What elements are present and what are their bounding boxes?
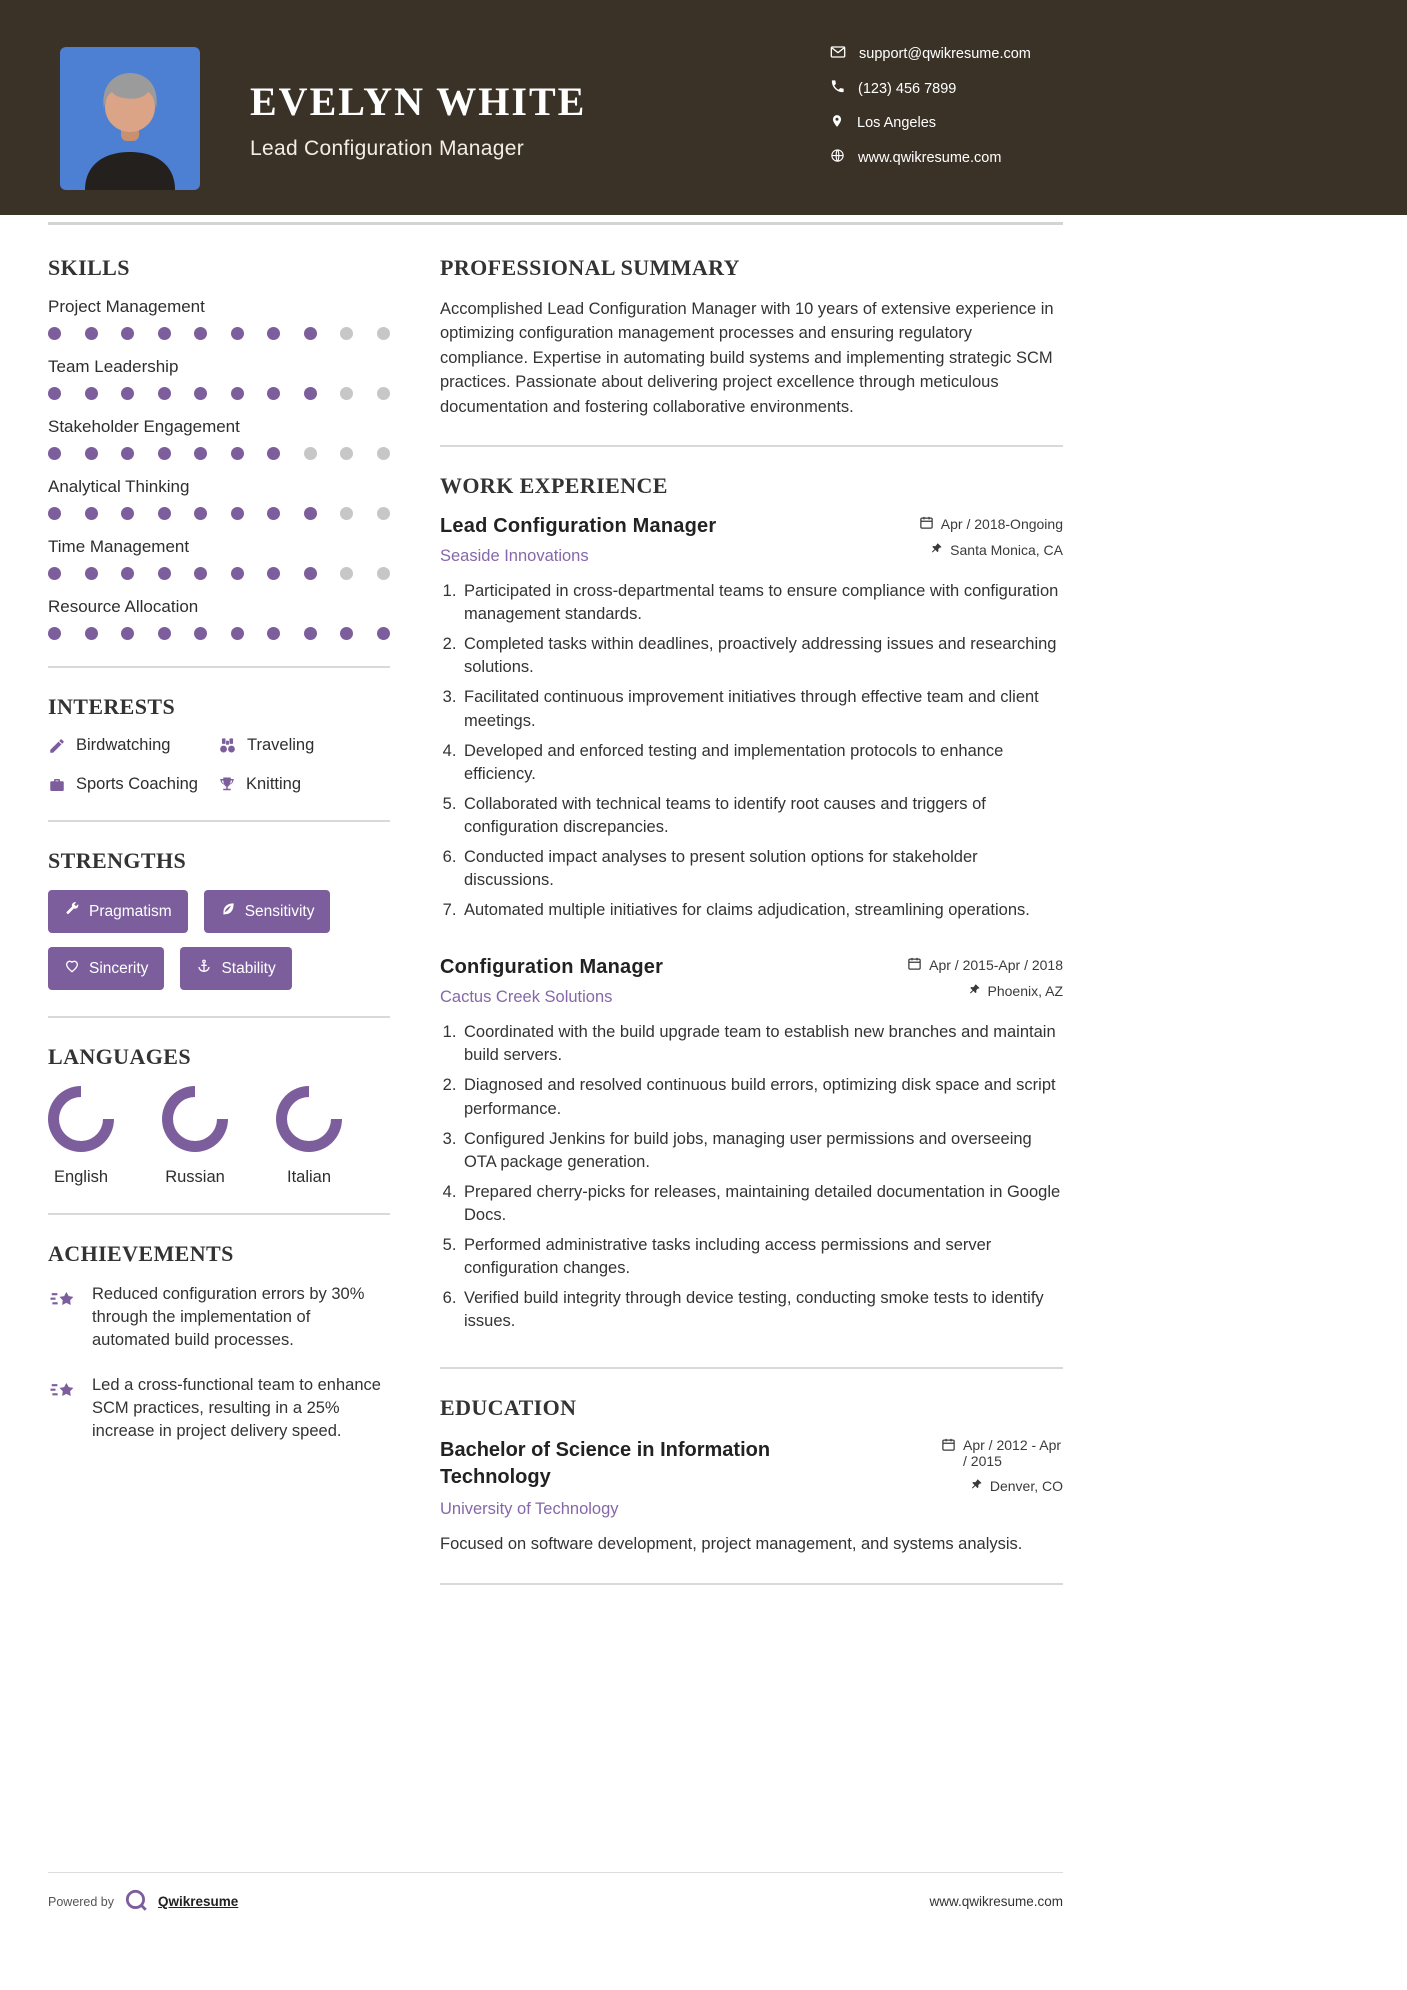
skill-dot bbox=[267, 567, 280, 580]
skill-dot bbox=[340, 387, 353, 400]
skill-dot bbox=[231, 627, 244, 640]
pushpin-icon bbox=[930, 542, 943, 558]
bullet-item: 7. Automated multiple initiatives for claims adjudication, streamlining operations. bbox=[461, 899, 1063, 922]
person-title: Lead Configuration Manager bbox=[250, 137, 524, 160]
skill-dot bbox=[377, 567, 390, 580]
education-school: University of Technology bbox=[440, 1500, 619, 1519]
job-location: Santa Monica, CA bbox=[930, 542, 1063, 558]
contact-block bbox=[830, 44, 1031, 167]
skill-dot bbox=[267, 327, 280, 340]
interest-item: Traveling bbox=[218, 736, 390, 755]
job-entry bbox=[440, 956, 1063, 1333]
job-company: Cactus Creek Solutions bbox=[440, 988, 613, 1007]
contact-email[interactable] bbox=[830, 44, 1031, 64]
bullet-item: 2. Diagnosed and resolved continuous build errors, optimizing disk space and script performance. bbox=[461, 1074, 1063, 1120]
achievement-item: Reduced configuration errors by 30% through the implementation of automated build processes. bbox=[48, 1283, 390, 1352]
skill-dot bbox=[158, 627, 171, 640]
skill-dot bbox=[158, 567, 171, 580]
strength-pill: Sensitivity bbox=[204, 890, 331, 933]
location-icon bbox=[830, 113, 844, 133]
skill-dot bbox=[304, 567, 317, 580]
skill-dot bbox=[231, 567, 244, 580]
skill-dot bbox=[377, 447, 390, 460]
email-icon bbox=[830, 44, 846, 64]
skills-section bbox=[48, 255, 390, 640]
footer bbox=[48, 1872, 1063, 1916]
strength-pill: Pragmatism bbox=[48, 890, 188, 933]
experience-section bbox=[440, 473, 1063, 1333]
skill-dot bbox=[340, 507, 353, 520]
summary-heading: PROFESSIONAL SUMMARY bbox=[440, 255, 740, 280]
skill-dot bbox=[121, 327, 134, 340]
skill-dot bbox=[194, 627, 207, 640]
skill-dot bbox=[48, 327, 61, 340]
skill-dot bbox=[158, 327, 171, 340]
divider bbox=[48, 666, 390, 668]
interest-item: Knitting bbox=[218, 775, 390, 794]
skill-item: Time Management bbox=[48, 537, 390, 580]
pencil-icon bbox=[48, 737, 66, 755]
job-dates: Apr / 2018-Ongoing bbox=[919, 515, 1063, 533]
skill-dot bbox=[194, 507, 207, 520]
skill-dot bbox=[377, 627, 390, 640]
footer-website-link[interactable]: www.qwikresume.com bbox=[929, 1894, 1063, 1909]
right-column bbox=[440, 255, 1063, 1611]
education-dates: Apr / 2012 - Apr / 2015 bbox=[941, 1437, 1063, 1469]
phone-icon bbox=[830, 79, 845, 98]
calendar-icon bbox=[919, 515, 934, 533]
contact-phone-text: (123) 456 7899 bbox=[858, 80, 957, 97]
skill-dot bbox=[121, 447, 134, 460]
avatar bbox=[60, 47, 200, 190]
job-title: Lead Configuration Manager bbox=[440, 515, 717, 538]
contact-phone[interactable] bbox=[830, 79, 1031, 98]
achievement-item: Led a cross-functional team to enhance SCM practices, resulting in a 25% increase in project delivery speed. bbox=[48, 1374, 390, 1443]
bullet-item: 1. Participated in cross-departmental teams to ensure compliance with configuration management standards. bbox=[461, 580, 1063, 626]
skill-dot bbox=[85, 327, 98, 340]
divider bbox=[440, 1367, 1063, 1369]
summary-text: Accomplished Lead Configuration Manager with 10 years of extensive experience in optimizing configuration management processes and ensuring regulatory compliance. Expertise in automating build systems and implementing strategic SCM practices. Passionate about delivering project excellence through meticulous documentation and fostering collaborative environments. bbox=[440, 300, 1054, 416]
skill-dot bbox=[267, 447, 280, 460]
calendar-icon bbox=[941, 1437, 956, 1455]
skill-dot bbox=[48, 627, 61, 640]
education-heading: EDUCATION bbox=[440, 1395, 577, 1421]
skill-dot bbox=[340, 447, 353, 460]
divider bbox=[48, 820, 390, 822]
divider bbox=[440, 445, 1063, 447]
skill-dot bbox=[267, 507, 280, 520]
bullet-item: 3. Configured Jenkins for build jobs, managing user permissions and overseeing OTA package generation. bbox=[461, 1128, 1063, 1174]
job-dates: Apr / 2015-Apr / 2018 bbox=[907, 956, 1063, 974]
leaf-icon bbox=[220, 901, 236, 922]
skill-dot bbox=[158, 507, 171, 520]
job-bullets bbox=[440, 580, 1063, 922]
header-band bbox=[0, 0, 1407, 215]
anchor-icon bbox=[196, 958, 212, 979]
skill-dot bbox=[377, 387, 390, 400]
skill-dot bbox=[121, 387, 134, 400]
contact-location bbox=[830, 113, 1031, 133]
skill-rating bbox=[48, 447, 390, 460]
globe-icon bbox=[830, 148, 845, 167]
skill-dot bbox=[85, 507, 98, 520]
contact-email-text: support@qwikresume.com bbox=[859, 46, 1031, 62]
strength-pill: Sincerity bbox=[48, 947, 164, 990]
education-location: Denver, CO bbox=[970, 1478, 1063, 1494]
skill-rating bbox=[48, 627, 390, 640]
skill-dot bbox=[377, 507, 390, 520]
skill-dot bbox=[304, 327, 317, 340]
contact-location-text: Los Angeles bbox=[857, 115, 937, 131]
skill-dot bbox=[194, 447, 207, 460]
skill-rating bbox=[48, 507, 390, 520]
skill-dot bbox=[304, 387, 317, 400]
skill-dot bbox=[48, 387, 61, 400]
medal-icon bbox=[48, 1283, 78, 1352]
pushpin-icon bbox=[968, 983, 981, 999]
bullet-item: 6. Conducted impact analyses to present solution options for stakeholder discussions. bbox=[461, 846, 1063, 892]
skill-dot bbox=[377, 327, 390, 340]
skill-dot bbox=[194, 327, 207, 340]
strengths-section bbox=[48, 848, 390, 990]
skill-dot bbox=[267, 387, 280, 400]
language-gauge bbox=[48, 1086, 114, 1152]
job-location: Phoenix, AZ bbox=[968, 983, 1064, 999]
skill-dot bbox=[121, 567, 134, 580]
job-bullets bbox=[440, 1021, 1063, 1333]
bullet-item: 6. Verified build integrity through device testing, conducting smoke tests to identify issues. bbox=[461, 1287, 1063, 1333]
interests-heading: INTERESTS bbox=[48, 694, 176, 719]
trophy-icon bbox=[218, 776, 236, 794]
strength-pill: Stability bbox=[180, 947, 291, 990]
interest-item: Birdwatching bbox=[48, 736, 218, 755]
job-company: Seaside Innovations bbox=[440, 547, 589, 566]
language-gauge bbox=[162, 1086, 228, 1152]
bullet-item: 3. Facilitated continuous improvement initiatives through effective team and client meetings. bbox=[461, 686, 1063, 732]
skills-heading: SKILLS bbox=[48, 255, 130, 280]
skill-dot bbox=[85, 567, 98, 580]
language-item: Russian bbox=[162, 1086, 228, 1187]
bullet-item: 5. Collaborated with technical teams to identify root causes and triggers of configuration discrepancies. bbox=[461, 793, 1063, 839]
skill-dot bbox=[85, 447, 98, 460]
skill-dot bbox=[304, 447, 317, 460]
contact-website-text: www.qwikresume.com bbox=[858, 149, 1002, 166]
achievements-heading: ACHIEVEMENTS bbox=[48, 1241, 234, 1266]
strengths-heading: STRENGTHS bbox=[48, 848, 187, 873]
education-description: Focused on software development, project management, and systems analysis. bbox=[440, 1535, 1023, 1554]
skill-dot bbox=[158, 447, 171, 460]
interest-item: Sports Coaching bbox=[48, 775, 218, 794]
languages-section bbox=[48, 1044, 390, 1187]
profile-photo bbox=[60, 47, 200, 190]
job-title: Configuration Manager bbox=[440, 956, 664, 979]
skill-rating bbox=[48, 567, 390, 580]
language-item: English bbox=[48, 1086, 114, 1187]
skill-dot bbox=[85, 387, 98, 400]
skill-dot bbox=[231, 387, 244, 400]
briefcase-icon bbox=[48, 776, 66, 794]
person-name: EVELYN WHITE bbox=[250, 79, 587, 124]
skill-dot bbox=[231, 327, 244, 340]
bullet-item: 4. Developed and enforced testing and implementation protocols to enhance efficiency. bbox=[461, 740, 1063, 786]
skill-dot bbox=[48, 447, 61, 460]
languages-heading: LANGUAGES bbox=[48, 1044, 191, 1069]
skill-dot bbox=[121, 507, 134, 520]
wrench-icon bbox=[64, 901, 80, 922]
medal-icon bbox=[48, 1374, 78, 1443]
binoculars-icon bbox=[218, 736, 237, 755]
divider bbox=[440, 1583, 1063, 1585]
divider bbox=[48, 1016, 390, 1018]
language-item: Italian bbox=[276, 1086, 342, 1187]
education-section bbox=[440, 1395, 1063, 1557]
skill-rating bbox=[48, 387, 390, 400]
bullet-item: 4. Prepared cherry-picks for releases, maintaining detailed documentation in Google Docs. bbox=[461, 1181, 1063, 1227]
skill-dot bbox=[340, 567, 353, 580]
powered-by-label: Powered by bbox=[48, 1894, 115, 1909]
skill-item: Team Leadership bbox=[48, 357, 390, 400]
skill-dot bbox=[304, 627, 317, 640]
skill-dot bbox=[231, 507, 244, 520]
skill-dot bbox=[194, 567, 207, 580]
bullet-item: 5. Performed administrative tasks including access permissions and server configuration changes. bbox=[461, 1234, 1063, 1280]
footer-divider bbox=[48, 1872, 1063, 1873]
header-divider bbox=[48, 222, 1063, 225]
skill-dot bbox=[85, 627, 98, 640]
pushpin-icon bbox=[970, 1478, 983, 1494]
heart-icon bbox=[64, 958, 80, 979]
achievements-section bbox=[48, 1241, 390, 1444]
experience-heading: WORK EXPERIENCE bbox=[440, 473, 668, 499]
skill-item: Stakeholder Engagement bbox=[48, 417, 390, 460]
skill-dot bbox=[158, 387, 171, 400]
contact-website[interactable] bbox=[830, 148, 1031, 167]
education-degree: Bachelor of Science in Information Technology bbox=[440, 1439, 771, 1489]
skill-item: Resource Allocation bbox=[48, 597, 390, 640]
job-entry bbox=[440, 515, 1063, 922]
skill-dot bbox=[340, 627, 353, 640]
qwikresume-link[interactable]: Qwikresume bbox=[158, 1894, 239, 1909]
skill-dot bbox=[48, 567, 61, 580]
qwikresume-logo-icon bbox=[123, 1887, 149, 1916]
skill-item: Analytical Thinking bbox=[48, 477, 390, 520]
skill-dot bbox=[340, 327, 353, 340]
skill-dot bbox=[121, 627, 134, 640]
skill-rating bbox=[48, 327, 390, 340]
skill-item: Project Management bbox=[48, 297, 390, 340]
skill-dot bbox=[231, 447, 244, 460]
bullet-item: 1. Coordinated with the build upgrade team to establish new branches and maintain build servers. bbox=[461, 1021, 1063, 1067]
language-gauge bbox=[276, 1086, 342, 1152]
left-column bbox=[48, 255, 390, 1611]
summary-section bbox=[440, 255, 1063, 419]
skill-dot bbox=[267, 627, 280, 640]
calendar-icon bbox=[907, 956, 922, 974]
skill-dot bbox=[194, 387, 207, 400]
interests-section bbox=[48, 694, 390, 794]
skill-dot bbox=[48, 507, 61, 520]
bullet-item: 2. Completed tasks within deadlines, proactively addressing issues and researching solutions. bbox=[461, 633, 1063, 679]
divider bbox=[48, 1213, 390, 1215]
skill-dot bbox=[304, 507, 317, 520]
